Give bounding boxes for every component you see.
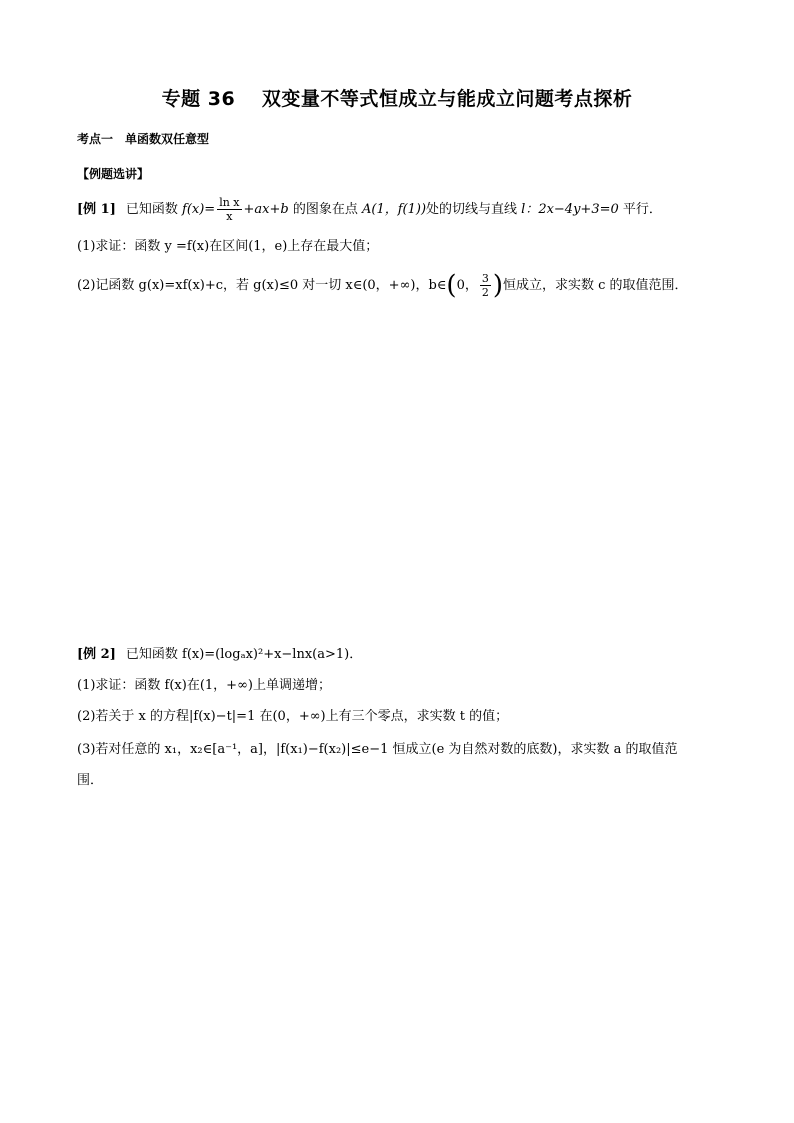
example-2-label: [例 2] xyxy=(77,647,116,662)
example-2-q3: (3)若对任意的 x₁，x₂∈[a⁻¹，a]，|f(x₁)−f(x₂)|≤e−1 恒成立(e 为自然对数的底数)，求实数 a 的取值范 xyxy=(77,742,678,757)
example-2-q2: (2)若关于 x 的方程|f(x)−t|=1 在(0，+∞)上有三个零点，求实数 t 的值； xyxy=(77,709,509,724)
section-heading: 考点一 单函数双任意型 xyxy=(77,132,210,146)
example-1-label: [例 1] xyxy=(77,202,116,217)
example-2-q3-continued: 围． xyxy=(77,773,104,788)
fraction: $\frac{\text{ln x}}{x}$ xyxy=(219,196,240,223)
example-heading: 【例题选讲】 xyxy=(77,167,150,181)
fraction: $\frac{3}{2}$ xyxy=(481,272,489,299)
example-2-q1: (1)求证：函数 f(x)在(1，+∞)上单调递增； xyxy=(77,678,331,693)
example-1-q2: (2)记函数 g(x)=xf(x)+c，若 g(x)≤0 对一切 x∈(0，+∞)，b∈(0， $\frac{3}{2}$ )恒成立，求实数 c 的取值范围． xyxy=(77,270,688,301)
example-1-q1: (1)求证：函数 y =f(x)在区间(1，e)上存在最大值； xyxy=(77,239,379,254)
example-2-stem: [例 2] 已知函数 f(x)=(logₐx)²+x−lnx(a>1)． xyxy=(77,647,363,662)
example-1-stem: [例 1] 已知函数 f(x)= $\frac{\text{ln x}}{x}$ +ax+b 的图象在点 A(1，f(1))处的切线与直线 l：2x−4y+3=0 平行． xyxy=(77,196,662,223)
page-title: 专题 36 双变量不等式恒成立与能成立问题考点探析 xyxy=(161,88,633,110)
